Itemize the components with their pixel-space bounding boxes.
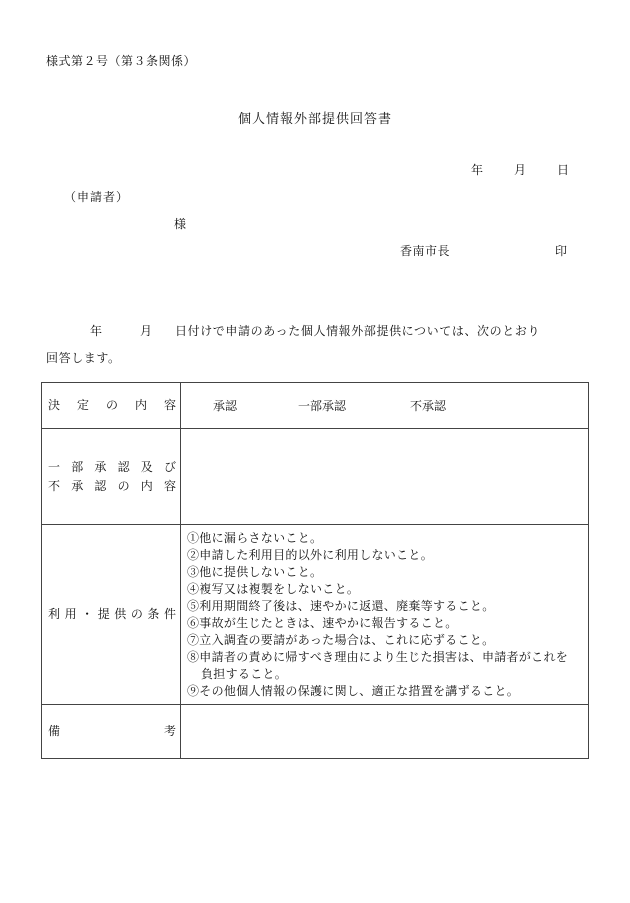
notes-field[interactable] xyxy=(181,705,589,759)
partial-label: 一 部 承 認 及 び 不 承 認 の 内 容 xyxy=(42,429,181,525)
conditions-content xyxy=(181,525,589,705)
partial-row xyxy=(42,429,589,525)
decision-options xyxy=(181,383,589,429)
issuer-mayor: 香南市長 xyxy=(400,244,451,258)
date-month-label: 月 xyxy=(514,163,527,177)
honorific-sama: 様 xyxy=(174,217,187,231)
condition-item: ②申請した利用目的以外に利用しないこと。 xyxy=(187,547,434,562)
decision-label: 決 定 の 内 容 xyxy=(42,383,181,429)
applicant-label: （申請者） xyxy=(64,190,130,204)
condition-item: ⑨その他個人情報の保護に関し、適正な措置を講ずること。 xyxy=(187,683,520,698)
condition-item: ③他に提供しないこと。 xyxy=(187,564,323,579)
condition-item: ④複写又は複製をしないこと。 xyxy=(187,581,360,596)
date-year-label: 年 xyxy=(471,163,484,177)
response-table xyxy=(41,382,589,759)
conditions-row xyxy=(42,525,589,705)
notes-row xyxy=(42,705,589,759)
notes-label: 備 考 xyxy=(42,705,181,759)
option-approve: 承認 xyxy=(213,399,238,413)
body-paragraph-line1 xyxy=(46,322,540,339)
body-month-label: 月 xyxy=(140,324,153,338)
partial-content-field[interactable] xyxy=(181,429,589,525)
seal-mark: 印 xyxy=(555,244,568,258)
body-year-label: 年 xyxy=(90,324,103,338)
body-text-1: 日付けで申請のあった個人情報外部提供については、次のとおり xyxy=(175,324,541,338)
form-number: 様式第２号（第３条関係） xyxy=(46,54,197,68)
condition-item: ⑥事故が生じたときは、速やかに報告すること。 xyxy=(187,615,458,630)
conditions-label: 利 用 ・ 提 供 の 条 件 xyxy=(42,525,181,705)
body-paragraph-line2: 回答します。 xyxy=(46,351,121,365)
decision-row xyxy=(42,383,589,429)
conditions-list xyxy=(181,526,588,704)
option-partial-approve: 一部承認 xyxy=(298,399,347,413)
date-day-label: 日 xyxy=(557,163,570,177)
condition-item: ⑧申請者の責めに帰すべき理由により生じた損害は、申請者がこれを負担すること。 xyxy=(187,649,569,681)
condition-item: ①他に漏らさないこと。 xyxy=(187,530,323,545)
condition-item: ⑤利用期間終了後は、速やかに返還、廃棄等すること。 xyxy=(187,598,495,613)
condition-item: ⑦立入調査の要請があった場合は、これに応ずること。 xyxy=(187,632,495,647)
option-disapprove: 不承認 xyxy=(410,399,447,413)
document-title: 個人情報外部提供回答書 xyxy=(237,112,392,127)
